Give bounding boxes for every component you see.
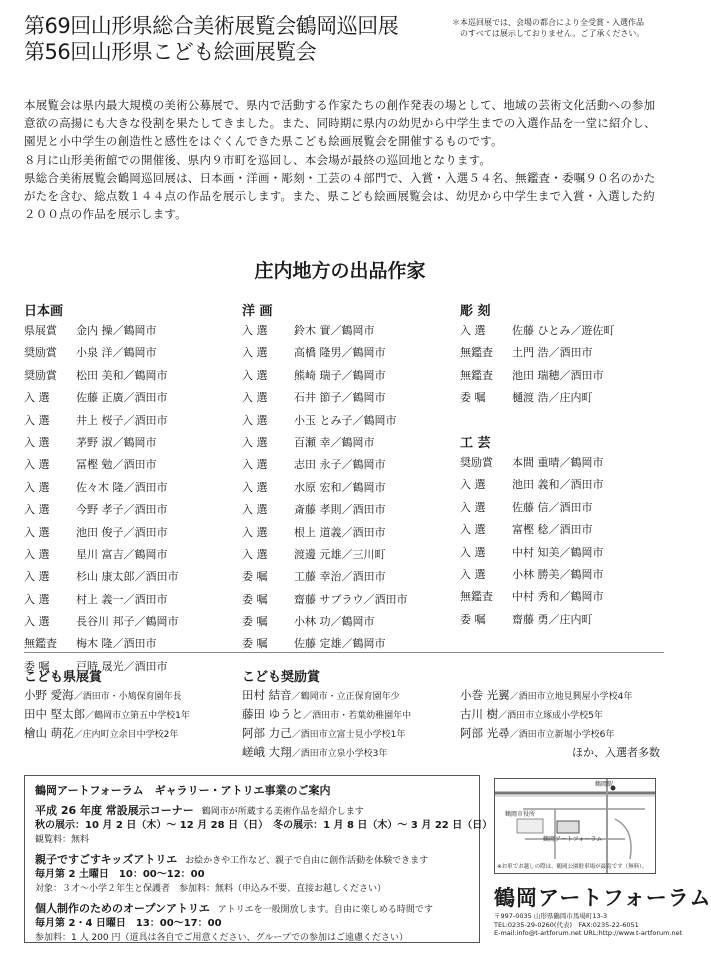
child-affiliation: ／酒田市立富士見小学校1年	[291, 730, 406, 740]
award-label: 入 選	[24, 547, 50, 561]
artist-name: 高橋 隆男／鶴岡市	[294, 346, 386, 360]
map-venue-label: 鶴岡アートフォーラム	[543, 836, 603, 843]
child-name: 阿部 光尋	[460, 726, 510, 740]
kogei-list	[460, 452, 615, 631]
artist-row	[242, 499, 408, 521]
artist-row	[24, 544, 179, 566]
artist-name: 金内 操／鶴岡市	[76, 324, 157, 337]
award-label: 入 選	[242, 525, 268, 539]
artist-name: 小林 功／鶴岡市	[294, 615, 375, 629]
child-name: 小野 愛海	[24, 688, 74, 702]
award-label: 入 選	[24, 391, 50, 405]
kodomo-shorei-heading: こども奨励賞	[242, 670, 321, 685]
child-row	[460, 686, 660, 705]
award-label: 入 選	[460, 567, 486, 581]
notice-line: ＊本巡回展では、会場の都合により全受賞・入選作品	[452, 18, 644, 27]
artist-row	[24, 320, 179, 342]
artist-name: 戸時 晟光／酒田市	[76, 659, 168, 673]
artist-row	[460, 320, 615, 342]
info-section-3-fee: 参加料：1 人 200 円（道具は各自でご用意ください、グループでの参加はご遠慮ください）	[35, 933, 409, 943]
child-affiliation: ／酒田市立地見興屋小学校4年	[509, 692, 633, 702]
chokoku-heading: 彫 刻	[460, 304, 491, 319]
artist-name: 鈴木 實／鶴岡市	[294, 324, 375, 337]
artist-row	[242, 611, 408, 633]
nihonga-list	[24, 320, 179, 678]
section-title: 庄内地方の出品作家	[254, 260, 426, 282]
child-row	[242, 724, 411, 743]
artist-name: 井上 桜子／酒田市	[76, 413, 168, 427]
artist-name: 渡邊 元雄／三川町	[294, 547, 386, 561]
artist-name: 齋藤 サブラウ／酒田市	[294, 592, 408, 606]
artist-name: 富樫 稔／酒田市	[512, 523, 593, 537]
award-label: 奨励賞	[460, 455, 493, 469]
award-label: 入 選	[24, 615, 50, 629]
map-station-label: 鶴岡駅	[595, 781, 614, 788]
map-graphic	[495, 779, 655, 873]
info-section-3	[35, 902, 469, 917]
info-section-1-dates: 秋の展示：10 月 2 日（木）～ 12 月 28 日（日） 冬の展示：1 月 8 日（木）～ 3 月 22 日（日）	[35, 820, 493, 831]
child-affiliation: ／庄内町立余目中学校2年	[73, 730, 179, 740]
kodomo-shorei-column-2	[460, 666, 660, 762]
artist-row	[242, 320, 408, 342]
artist-name: 小玉 とみ子／鶴岡市	[294, 413, 397, 427]
child-name: 小巻 光翼	[460, 688, 510, 702]
award-label: 入 選	[460, 500, 486, 514]
child-name: 檜山 萌花	[24, 726, 74, 740]
artist-name: 梅木 隆／酒田市	[76, 637, 157, 651]
address-line: 〒997-0035 山形県鶴岡市馬場町13-3	[494, 912, 608, 920]
artist-row	[242, 342, 408, 364]
artist-name: 村上 義一／酒田市	[76, 592, 168, 606]
artist-name: 茅野 淑／鶴岡市	[76, 435, 157, 449]
artist-name: 佐々木 隆／酒田市	[76, 480, 168, 494]
artist-name: 本間 重晴／鶴岡市	[512, 455, 604, 469]
award-label: 無鑑査	[24, 637, 57, 651]
artist-row	[460, 586, 615, 608]
child-name: 嵯峨 大翔	[242, 745, 292, 759]
award-label: 入 選	[24, 570, 50, 584]
info-section-1	[35, 804, 469, 819]
artist-name: 百瀬 幸／鶴岡市	[294, 435, 375, 449]
artist-row	[242, 365, 408, 387]
artist-row	[242, 589, 408, 611]
kodomo-shorei-column	[242, 666, 411, 762]
kogei-heading: 工 芸	[460, 435, 491, 451]
artist-name: 佐藤 正廣／酒田市	[76, 391, 168, 405]
artist-name: 池田 瑞穂／酒田市	[512, 368, 604, 382]
artist-row	[460, 564, 615, 586]
artist-name: 星川 富吉／鶴岡市	[76, 547, 168, 561]
artist-name: 佐藤 ひとみ／遊佐町	[512, 324, 615, 337]
artist-row	[24, 522, 179, 544]
award-label: 入 選	[24, 458, 50, 472]
artist-name: 齋藤 勇／庄内町	[512, 612, 593, 626]
kodomo-kenten-list	[24, 686, 190, 743]
child-name: 阿部 力己	[242, 726, 292, 740]
child-affiliation: ／酒田市立泉小学校3年	[291, 749, 388, 759]
award-label: 入 選	[24, 525, 50, 539]
info-box	[24, 775, 493, 943]
child-row	[242, 686, 411, 705]
child-name: 田村 結音	[242, 688, 292, 702]
award-label: 委 嘱	[460, 391, 486, 405]
artist-row	[242, 454, 408, 476]
artist-name: 杉山 康太郎／酒田市	[76, 570, 179, 584]
artist-name: 土門 浩／酒田市	[512, 346, 593, 360]
info-section-2-title: 親子ですごすキッズアトリエ	[35, 853, 178, 866]
info-section-2	[35, 853, 469, 868]
artist-row	[242, 432, 408, 454]
info-section-3-sub: アトリエを一般開放します。自由に楽しめる時間です	[217, 905, 433, 915]
map-office-label: 鶴岡市役所	[505, 811, 536, 818]
artist-name: 石井 節子／鶴岡市	[294, 391, 386, 405]
artist-row	[24, 589, 179, 611]
child-affiliation: ／酒田市・小鳩保育園年長	[73, 692, 182, 702]
child-affiliation: ／酒田市立新堀小学校6年	[509, 730, 615, 740]
award-label: 入 選	[460, 523, 486, 537]
award-label: 入 選	[460, 545, 486, 559]
award-label: 入 選	[460, 478, 486, 492]
child-name: 藤田 ゆうと	[242, 707, 304, 721]
exhibition-title-2: 第56回山形県こども絵画展覧会	[24, 40, 317, 64]
info-section-3-dates: 毎月第 2・4 日曜日 13：00～17：00	[35, 918, 222, 929]
child-row	[242, 743, 411, 762]
artist-name: 小林 勝美／鶴岡市	[512, 567, 604, 581]
award-label: 入 選	[242, 458, 268, 472]
artist-name: 熊崎 瑞子／鶴岡市	[294, 368, 386, 382]
chokoku-column	[460, 300, 615, 631]
award-label: 入 選	[24, 592, 50, 606]
artist-name: 中村 秀和／鶴岡市	[512, 590, 604, 604]
award-label: 入 選	[24, 435, 50, 449]
award-label: 委 嘱	[242, 637, 268, 651]
artist-row	[24, 454, 179, 476]
info-section-1-fee: 観覧料：無料	[35, 835, 90, 845]
award-label: 奨励賞	[24, 346, 57, 360]
child-affiliation: ／酒田市・若葉幼稚園年中	[303, 711, 412, 721]
artist-name: 工藤 幸治／酒田市	[294, 570, 386, 584]
artist-row	[460, 519, 615, 541]
artist-row	[460, 452, 615, 474]
award-label: 無鑑査	[460, 368, 493, 382]
award-label: 奨励賞	[24, 368, 57, 382]
address-line: E-mail:info@t-artforum.net URL:http://www.t-artforum.net	[494, 929, 683, 937]
artist-row	[24, 477, 179, 499]
info-section-1-title: 平成 26 年度 常設展示コーナー	[35, 804, 194, 817]
access-map	[494, 778, 656, 874]
artist-row	[242, 544, 408, 566]
award-label: 入 選	[242, 503, 268, 517]
artist-name: 池田 俊子／酒田市	[76, 525, 168, 539]
child-row	[242, 705, 411, 724]
child-name: 古川 樹	[460, 707, 499, 721]
artist-row	[24, 387, 179, 409]
artist-row	[242, 522, 408, 544]
artist-name: 中村 知美／鶴岡市	[512, 545, 604, 559]
child-name: 田中 堅太郎	[24, 707, 86, 721]
intro-text	[24, 96, 664, 223]
venue-address	[494, 912, 682, 938]
divider	[24, 652, 664, 653]
artist-row	[460, 609, 615, 631]
award-label: 委 嘱	[24, 659, 50, 673]
kodomo-kenten-heading: こども県展賞	[24, 670, 103, 685]
award-label: 入 選	[242, 435, 268, 449]
artist-row	[24, 611, 179, 633]
artist-name: 佐藤 信／酒田市	[512, 500, 593, 514]
artist-row	[460, 497, 615, 519]
artist-row	[460, 342, 615, 364]
artist-name: 根上 道義／酒田市	[294, 525, 386, 539]
award-label: 委 嘱	[242, 592, 268, 606]
intro-paragraph: ８月に山形美術館での開催後、県内９市町を巡回し、本会場が最終の巡回地となります。	[24, 152, 492, 167]
award-label: 委 嘱	[242, 570, 268, 584]
award-label: 入 選	[242, 413, 268, 427]
award-label: 無鑑査	[460, 346, 493, 360]
award-label: 入 選	[242, 480, 268, 494]
award-label: 入 選	[242, 547, 268, 561]
artist-name: 今野 孝子／酒田市	[76, 503, 168, 517]
info-section-2-dates: 毎月第 2 土曜日 10：00～12：00	[35, 869, 205, 880]
award-label: 入 選	[24, 503, 50, 517]
award-label: 入 選	[242, 324, 268, 337]
info-section-1-sub: 鶴岡市が所蔵する美術作品を紹介します	[201, 807, 364, 817]
award-label: 入 選	[24, 413, 50, 427]
child-row	[460, 705, 660, 724]
intro-paragraph: 県総合美術展覧会鶴岡巡回展は、日本画・洋画・彫刻・工芸の４部門で、入賞・入選５４名、無鑑査・委嘱９０名のかたがたを含む、総点数１４４点の作品を展示します。また、県こども絵画展覧会は、幼児から中学生まで入賞・入選した約２００点の作品を展示します。	[24, 170, 656, 222]
kodomo-shorei-list	[242, 686, 411, 762]
award-label: 県展賞	[24, 324, 57, 337]
artist-name: 斎藤 孝則／酒田市	[294, 503, 386, 517]
artist-row	[460, 387, 615, 409]
artist-row	[460, 474, 615, 496]
artist-row	[242, 477, 408, 499]
artist-row	[24, 432, 179, 454]
info-section-2-fee: 対象：３才～小学２年生と保護者 参加料：無料（申込み不要、直接お越しください）	[35, 884, 387, 894]
artist-row	[460, 365, 615, 387]
kodomo-shorei-list-2	[460, 686, 660, 743]
artist-row	[242, 410, 408, 432]
award-label: 委 嘱	[242, 615, 268, 629]
others-note: ほか、入選者多数	[572, 746, 660, 759]
award-label: 入 選	[242, 346, 268, 360]
artist-row	[242, 387, 408, 409]
artist-row	[460, 542, 615, 564]
artist-name: 志田 永子／鶴岡市	[294, 458, 386, 472]
artist-name: 樋渡 浩／庄内町	[512, 391, 593, 405]
address-line: TEL:0235-29-0260(代表) FAX:0235-22-6051	[494, 920, 639, 929]
award-label: 入 選	[242, 391, 268, 405]
yoga-heading: 洋 画	[242, 304, 273, 319]
venue-logo: 鶴岡アートフォーラム	[494, 886, 711, 910]
child-row	[460, 724, 660, 743]
artist-name: 佐藤 定雄／鶴岡市	[294, 637, 386, 651]
child-affiliation: ／鶴岡市・立正保育園年少	[291, 692, 400, 702]
child-row	[24, 724, 190, 743]
yoga-list	[242, 320, 408, 656]
map-parking-note: ※お車でお越しの際は、鶴岡公園駐車場が最寄です（無料）。	[497, 864, 648, 870]
award-label: 入 選	[460, 324, 486, 337]
child-row	[24, 686, 190, 705]
artist-row	[242, 566, 408, 588]
notice	[452, 17, 674, 39]
nihonga-heading: 日本画	[24, 304, 64, 319]
notice-line: のすべては展示しておりません。ご了承ください。	[452, 29, 645, 38]
chokoku-list	[460, 320, 615, 410]
artist-name: 水原 宏和／鶴岡市	[294, 480, 386, 494]
exhibition-title-1: 第69回山形県総合美術展覧会鶴岡巡回展	[24, 14, 399, 38]
artist-row	[24, 410, 179, 432]
award-label: 無鑑査	[460, 590, 493, 604]
artist-row	[24, 499, 179, 521]
child-affiliation: ／鶴岡市立第五中学校1年	[85, 711, 190, 721]
nihonga-column	[24, 300, 179, 678]
kodomo-kenten-column	[24, 666, 190, 743]
intro-paragraph: 本展覧会は県内最大規模の美術公募展で、県内で活動する作家たちの創作発表の場として、地域の芸術文化活動への参加意欲の高揚にも大きな役割を果たしてきました。また、同時期に県内の幼児から中学生までの入選作品を一堂に紹介し、園児と小中学生の創造性と感性をはぐくんできた県こども絵画展覧会を開催するものです。	[24, 98, 656, 149]
artist-row	[24, 566, 179, 588]
yoga-column	[242, 300, 408, 656]
info-heading: 鶴岡アートフォーラム ギャラリー・アトリエ事業のご案内	[35, 784, 331, 797]
award-label: 入 選	[24, 480, 50, 494]
artist-row	[24, 365, 179, 387]
artist-name: 小泉 洋／鶴岡市	[76, 346, 157, 360]
artist-name: 長谷川 邦子／鶴岡市	[76, 615, 179, 629]
artist-name: 松田 美和／鶴岡市	[76, 368, 168, 382]
award-label: 委 嘱	[460, 612, 486, 626]
award-label: 入 選	[242, 368, 268, 382]
child-affiliation: ／酒田市立琢成小学校5年	[498, 711, 603, 721]
child-row	[24, 705, 190, 724]
info-section-3-title: 個人制作のためのオープンアトリエ	[35, 902, 210, 915]
artist-name: 冨樫 勉／酒田市	[76, 458, 157, 472]
artist-name: 池田 義和／酒田市	[512, 478, 604, 492]
info-section-2-sub: お絵かきや工作など、親子で自由に創作活動を体験できます	[185, 856, 429, 866]
artist-row	[24, 342, 179, 364]
